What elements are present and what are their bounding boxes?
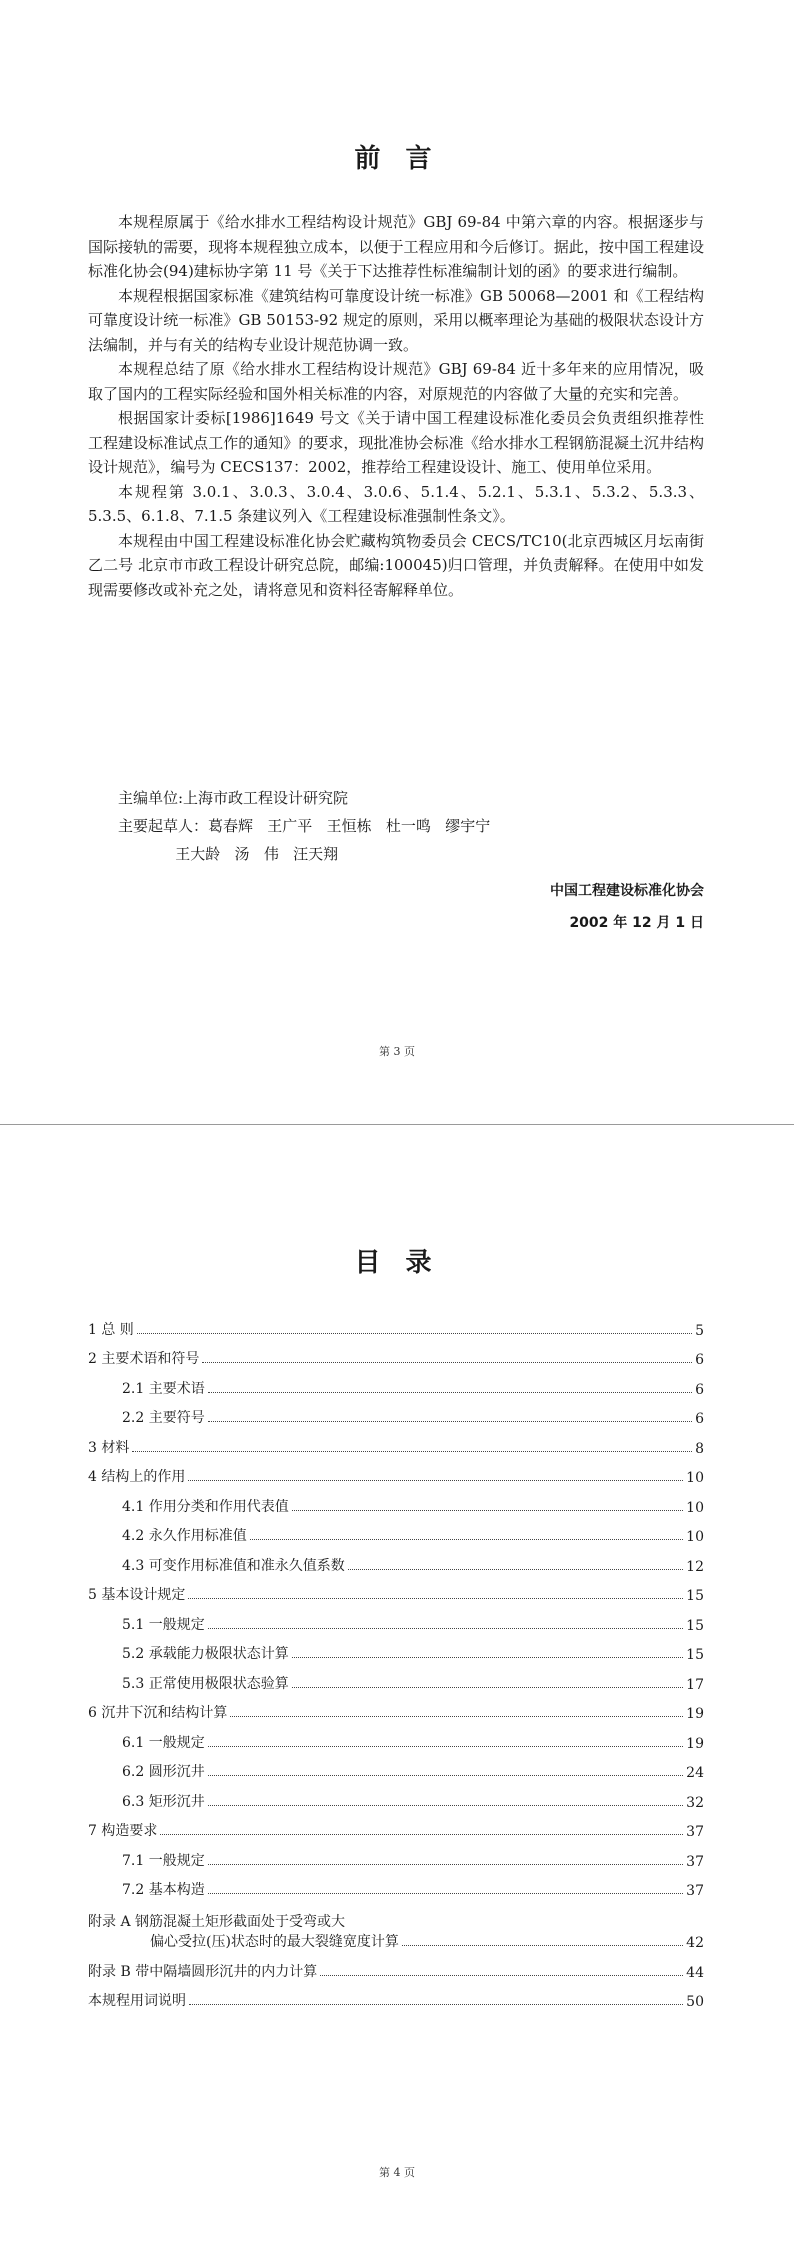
- preface-paragraph: 本规程总结了原《给水排水工程结构设计规范》GBJ 69-84 近十多年来的应用情况，吸取了国内的工程实际经验和国外相关标准的内容，对原规范的内容做了大量的充实和完善。: [88, 360, 704, 403]
- toc-leader-dots: [208, 1864, 683, 1865]
- preface-paragraph: 本规程由中国工程建设标准化协会贮藏构筑物委员会 CECS/TC10(北京西城区月坛南街乙二号 北京市市政工程设计研究总院，邮编:100045)归口管理，并负责解释。在使用中如发现需要修改或补充之处，请将意见和资料径寄解释单位。: [88, 531, 704, 599]
- toc-entry[interactable]: [88, 1309, 704, 1339]
- toc-entry-label: [122, 1496, 289, 1516]
- toc-leader-dots: [188, 1480, 683, 1481]
- toc-entry-title: 7 构造要求: [88, 1823, 158, 1839]
- toc-entry-title: 6.1 一般规定: [122, 1734, 205, 1751]
- toc-entry-title: 6.3 矩形沉井: [122, 1793, 205, 1810]
- toc-entry-page: 44: [686, 1964, 704, 1981]
- toc-entry-page: 6: [695, 1352, 704, 1368]
- toc-entry-title: 5 基本设计规定: [88, 1587, 186, 1603]
- toc-leader-dots: [189, 2004, 683, 2005]
- toc-leader-dots: [208, 1893, 683, 1894]
- toc-entry[interactable]: [88, 1840, 704, 1870]
- toc-entry-page: 8: [695, 1440, 704, 1457]
- toc-entry-label: [122, 1791, 205, 1811]
- toc-entry[interactable]: [88, 1486, 704, 1516]
- preface-paragraph: 根据国家计委标[1986]1649 号文《关于请中国工程建设标准化委员会负责组织推荐性工程建设标准试点工作的通知》的要求，现批准协会标准《给水排水工程钢筋混凝土沉井结构设计规范》，编号为 CECS137：2002，推荐给工程建设设计、施工、使用单位采用。: [88, 409, 704, 476]
- toc-leader-dots: [292, 1657, 683, 1658]
- toc-entry-title: 4.3 可变作用标准值和准永久值系数: [122, 1557, 345, 1574]
- toc-leader-dots: [292, 1687, 683, 1688]
- toc-entry-title: 4.2 永久作用标准值: [122, 1528, 247, 1544]
- toc-entry-page: 5: [695, 1322, 704, 1339]
- toc-entry-label: [122, 1879, 205, 1899]
- toc-entry-page: 19: [686, 1735, 704, 1752]
- toc-entry[interactable]: [88, 1870, 704, 1900]
- toc-entry-label: [88, 1820, 157, 1840]
- toc-leader-dots: [348, 1569, 683, 1570]
- toc-entry[interactable]: [88, 1951, 704, 1981]
- toc-leader-dots: [208, 1421, 692, 1422]
- toc-entry-title: 本规程用词说明: [88, 1993, 186, 2009]
- toc-entry[interactable]: [88, 1545, 704, 1575]
- drafters-line: 主要起草人：葛春辉 王广平 王恒栋 杜一鸣 缪宇宁: [118, 817, 491, 835]
- toc-entry[interactable]: [88, 1752, 704, 1782]
- toc-entry-page: 17: [686, 1676, 704, 1693]
- toc-entry-label: [122, 1850, 205, 1870]
- toc-entry-page: 37: [686, 1883, 704, 1899]
- toc-leader-dots: [208, 1775, 683, 1776]
- toc-entry[interactable]: [88, 1981, 704, 2011]
- toc-entry-title: 5.3 正常使用极限状态验算: [122, 1675, 289, 1692]
- toc-entry-title: 4.1 作用分类和作用代表值: [122, 1498, 289, 1515]
- toc-entry-label: [122, 1525, 247, 1545]
- toc-entry-label: [88, 1319, 134, 1339]
- toc-entry-page: 50: [686, 1994, 704, 2010]
- drafters-line: 王大龄 汤 伟 汪天翔: [118, 845, 339, 863]
- toc-entry-label: [122, 1407, 205, 1427]
- preface-body: [88, 210, 704, 602]
- toc-entry-label: [122, 1732, 205, 1752]
- toc-entry-page: 10: [686, 1499, 704, 1516]
- issuing-organization: 中国工程建设标准化协会: [550, 883, 704, 899]
- toc-leader-dots: [320, 1975, 683, 1976]
- toc-entry[interactable]: [88, 1575, 704, 1605]
- chief-unit: 主编单位:上海市政工程设计研究院: [118, 789, 349, 807]
- toc-entry-title: 2 主要术语和符号: [88, 1351, 200, 1367]
- toc-entry[interactable]: [88, 1339, 704, 1369]
- toc-entry-page: 37: [686, 1853, 704, 1870]
- toc-leader-dots: [208, 1628, 683, 1629]
- toc-entry-page: 32: [686, 1794, 704, 1811]
- toc-page: [0, 1124, 794, 2246]
- toc-entry-label: [88, 1437, 129, 1457]
- page-number: 第 4 页: [379, 2166, 415, 2179]
- toc-entry-title: 4 结构上的作用: [88, 1469, 186, 1485]
- toc-entry-page: 10: [686, 1470, 704, 1486]
- toc-leader-dots: [250, 1539, 683, 1540]
- toc-entry-label: [88, 1702, 227, 1722]
- toc-entry[interactable]: [88, 1663, 704, 1693]
- toc-entry-page: 15: [686, 1617, 704, 1634]
- toc-leader-dots: [402, 1945, 683, 1946]
- toc-entry-page: 10: [686, 1529, 704, 1545]
- preface-paragraph: 本规程根据国家标准《建筑结构可靠度设计统一标准》GB 50068—2001 和《工程结构可靠度设计统一标准》GB 50153-92 规定的原则，采用以概率理论为基础的极限状态设计方法编制，并与有关的结构专业设计规范协调一致。: [88, 286, 704, 354]
- toc-list: [88, 1309, 704, 2010]
- toc-entry-title: 5.2 承载能力极限状态计算: [122, 1646, 289, 1662]
- toc-leader-dots: [208, 1805, 683, 1806]
- toc-entry-label: [122, 1614, 205, 1634]
- preface-paragraph: 本规程第 3.0.1、3.0.3、3.0.4、3.0.6、5.1.4、5.2.1、5.3.1、5.3.2、5.3.3、5.3.5、6.1.8、7.1.5 条建议列入《工程建设标准强制性条文》。: [88, 482, 704, 525]
- toc-entry-label: [122, 1673, 289, 1693]
- toc-entry-title: 3 材料: [88, 1439, 130, 1456]
- toc-entry-title-continued: 偏心受拉(压)状态时的最大裂缝宽度计算: [150, 1934, 399, 1950]
- toc-leader-dots: [230, 1716, 683, 1717]
- toc-entry[interactable]: [88, 1427, 704, 1457]
- toc-entry-title: 附录 B 带中隔墙圆形沉井的内力计算: [88, 1963, 318, 1980]
- toc-entry-label: [88, 1911, 399, 1951]
- toc-entry-label: [122, 1643, 289, 1663]
- toc-entry[interactable]: [88, 1634, 704, 1664]
- toc-leader-dots: [208, 1392, 692, 1393]
- issue-date: 2002 年 12 月 1 日: [569, 915, 704, 931]
- toc-entry-label: [122, 1378, 205, 1398]
- toc-entry-label: [88, 1584, 185, 1604]
- toc-entry-page: 15: [686, 1588, 704, 1604]
- toc-entry[interactable]: [88, 1722, 704, 1752]
- toc-entry-title: 5.1 一般规定: [122, 1616, 205, 1633]
- toc-entry[interactable]: [88, 1457, 704, 1487]
- toc-leader-dots: [160, 1834, 683, 1835]
- toc-entry-label: [122, 1761, 205, 1781]
- toc-entry-page: 6: [695, 1411, 704, 1427]
- toc-entry[interactable]: [88, 1368, 704, 1398]
- toc-leader-dots: [202, 1362, 692, 1363]
- toc-leader-dots: [132, 1451, 692, 1452]
- page-number: 第 3 页: [379, 1045, 415, 1058]
- toc-entry-page: 37: [686, 1824, 704, 1840]
- toc-entry[interactable]: [88, 1516, 704, 1546]
- toc-entry[interactable]: [88, 1899, 704, 1951]
- toc-entry[interactable]: [88, 1398, 704, 1428]
- toc-entry-title: 附录 A 钢筋混凝土矩形截面处于受弯或大: [88, 1914, 346, 1930]
- toc-entry-label: [88, 1466, 185, 1486]
- preface-paragraph: 本规程原属于《给水排水工程结构设计规范》GBJ 69-84 中第六章的内容。根据逐步与国际接轨的需要，现将本规程独立成本，以便于工程应用和今后修订。据此，按中国工程建设标准化协会(94)建标协字第 11 号《关于下达推荐性标准编制计划的函》的要求进行编制。: [88, 213, 704, 280]
- toc-leader-dots: [208, 1746, 683, 1747]
- toc-entry[interactable]: [88, 1693, 704, 1723]
- toc-entry[interactable]: [88, 1811, 704, 1841]
- toc-entry-page: 12: [686, 1558, 704, 1575]
- toc-entry-title: 1 总 则: [88, 1321, 134, 1338]
- toc-entry-title: 6 沉井下沉和结构计算: [88, 1705, 228, 1721]
- toc-entry-page: 42: [686, 1935, 704, 1951]
- preface-title: 前 言: [354, 144, 440, 174]
- toc-leader-dots: [137, 1333, 692, 1334]
- toc-leader-dots: [292, 1510, 683, 1511]
- editors-block: [118, 784, 490, 868]
- toc-entry-title: 2.1 主要术语: [122, 1380, 205, 1397]
- toc-entry-label: [122, 1555, 345, 1575]
- toc-leader-dots: [188, 1598, 683, 1599]
- toc-title: 目 录: [354, 1248, 440, 1278]
- toc-entry-title: 7.1 一般规定: [122, 1852, 205, 1869]
- toc-entry-title: 7.2 基本构造: [122, 1882, 205, 1898]
- toc-entry[interactable]: [88, 1604, 704, 1634]
- toc-entry-page: 15: [686, 1647, 704, 1663]
- toc-entry-title: 6.2 圆形沉井: [122, 1764, 205, 1780]
- toc-entry[interactable]: [88, 1781, 704, 1811]
- toc-entry-page: 19: [686, 1706, 704, 1722]
- toc-entry-label: [88, 1990, 186, 2010]
- toc-entry-label: [88, 1348, 199, 1368]
- toc-entry-page: 24: [686, 1765, 704, 1781]
- toc-entry-title: 2.2 主要符号: [122, 1410, 205, 1426]
- toc-entry-page: 6: [695, 1381, 704, 1398]
- toc-entry-label: [88, 1961, 317, 1981]
